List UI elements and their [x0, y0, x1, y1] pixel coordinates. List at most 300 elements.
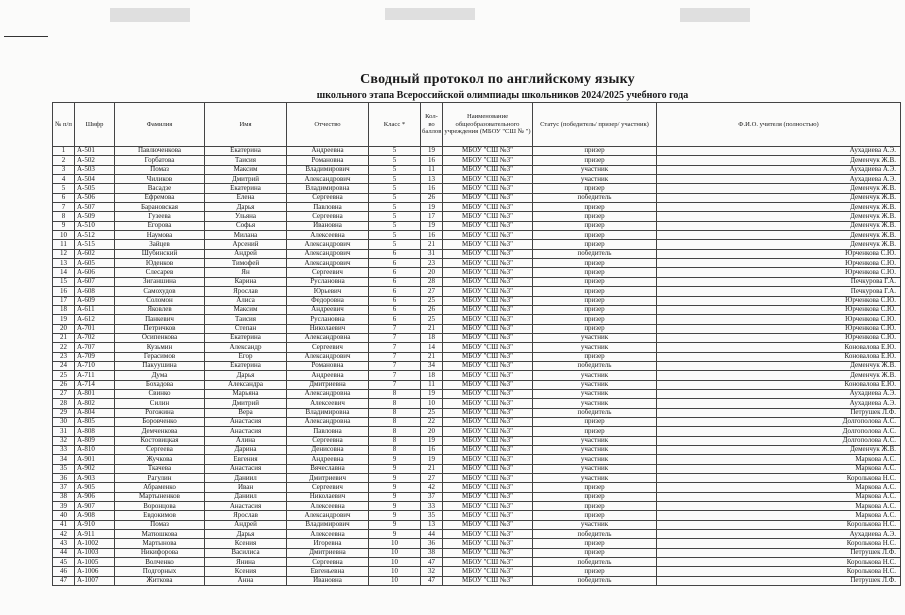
cell-patronymic: Александровна	[287, 389, 369, 398]
cell-teacher: Коновалова Е.Ю.	[657, 343, 901, 352]
cell-score: 10	[421, 399, 443, 408]
cell-score: 27	[421, 474, 443, 483]
cell-class: 6	[369, 287, 421, 296]
cell-number: 12	[53, 249, 75, 258]
cell-class: 6	[369, 277, 421, 286]
cell-class: 7	[369, 380, 421, 389]
table-row	[53, 315, 901, 324]
cell-school: МБОУ "СШ №3"	[443, 240, 533, 249]
cell-teacher: Юрченкова С.Ю.	[657, 296, 901, 305]
cell-status: участник	[533, 436, 657, 445]
cell-code: А-507	[75, 203, 115, 212]
cell-surname: Самохудов	[115, 287, 205, 296]
cell-teacher: Аухадиева А.Э.	[657, 165, 901, 174]
table-row	[53, 175, 901, 184]
cell-teacher: Маркова А.С.	[657, 464, 901, 473]
cell-teacher: Деменчук Ж.В.	[657, 193, 901, 202]
cell-school: МБОУ "СШ №3"	[443, 474, 533, 483]
cell-surname: Яковлев	[115, 305, 205, 314]
cell-number: 19	[53, 315, 75, 324]
document-subtitle: школьного этапа Всероссийской олимпиады школьников 2024/2025 учебного года	[316, 90, 689, 101]
cell-surname: Барановская	[115, 203, 205, 212]
cell-status: участник	[533, 446, 657, 455]
cell-school: МБОУ "СШ №3"	[443, 277, 533, 286]
table-row	[53, 287, 901, 296]
cell-school: МБОУ "СШ №3"	[443, 446, 533, 455]
cell-name: Даниил	[205, 474, 287, 483]
table-row	[53, 203, 901, 212]
cell-patronymic: Александрович	[287, 352, 369, 361]
cell-school: МБОУ "СШ №3"	[443, 567, 533, 576]
table-row	[53, 221, 901, 230]
cell-number: 1	[53, 147, 75, 156]
cell-number: 38	[53, 492, 75, 501]
table-row	[53, 389, 901, 398]
cell-score: 35	[421, 511, 443, 520]
cell-number: 16	[53, 287, 75, 296]
document-title: Сводный протокол по английскому языку	[360, 72, 635, 87]
cell-school: МБОУ "СШ №3"	[443, 492, 533, 501]
cell-number: 21	[53, 333, 75, 342]
cell-status: призер	[533, 315, 657, 324]
cell-code: А-810	[75, 446, 115, 455]
cell-score: 19	[421, 147, 443, 156]
table-row	[53, 231, 901, 240]
cell-code: А-802	[75, 399, 115, 408]
table-row	[53, 277, 901, 286]
table-row	[53, 530, 901, 539]
cell-teacher: Юрченкова С.Ю.	[657, 333, 901, 342]
cell-score: 19	[421, 389, 443, 398]
cell-class: 6	[369, 315, 421, 324]
cell-class: 10	[369, 576, 421, 585]
cell-teacher: Деменчук Ж.В.	[657, 240, 901, 249]
cell-teacher: Долгополова А.С.	[657, 427, 901, 436]
cell-name: Даниил	[205, 492, 287, 501]
cell-code: А-709	[75, 352, 115, 361]
cell-score: 19	[421, 455, 443, 464]
cell-number: 32	[53, 436, 75, 445]
cell-code: А-809	[75, 436, 115, 445]
cell-class: 9	[369, 464, 421, 473]
cell-number: 15	[53, 277, 75, 286]
cell-status: призер	[533, 287, 657, 296]
cell-class: 6	[369, 259, 421, 268]
cell-teacher: Деменчук Ж.В.	[657, 203, 901, 212]
cell-patronymic: Алексеевна	[287, 231, 369, 240]
table-row	[53, 184, 901, 193]
cell-class: 9	[369, 483, 421, 492]
cell-surname: Абраменко	[115, 483, 205, 492]
cell-code: А-505	[75, 184, 115, 193]
cell-status: победитель	[533, 361, 657, 370]
cell-code: А-901	[75, 455, 115, 464]
cell-teacher: Деменчук Ж.В.	[657, 371, 901, 380]
cell-score: 18	[421, 371, 443, 380]
cell-number: 29	[53, 408, 75, 417]
table-row	[53, 165, 901, 174]
cell-surname: Наумова	[115, 231, 205, 240]
cell-teacher: Аухадиева А.Э.	[657, 147, 901, 156]
cell-teacher: Маркова А.С.	[657, 492, 901, 501]
table-row	[53, 240, 901, 249]
table-row	[53, 352, 901, 361]
cell-teacher: Деменчук Ж.В.	[657, 184, 901, 193]
cell-school: МБОУ "СШ №3"	[443, 558, 533, 567]
cell-school: МБОУ "СШ №3"	[443, 408, 533, 417]
cell-status: призер	[533, 324, 657, 333]
cell-name: Милана	[205, 231, 287, 240]
cell-number: 42	[53, 530, 75, 539]
cell-surname: Жучкова	[115, 455, 205, 464]
cell-name: Анна	[205, 576, 287, 585]
cell-class: 9	[369, 455, 421, 464]
cell-score: 28	[421, 277, 443, 286]
cell-teacher: Петрушек Л.Ф.	[657, 576, 901, 585]
cell-teacher: Аухадиева А.Э.	[657, 389, 901, 398]
cell-surname: Горбатова	[115, 156, 205, 165]
cell-score: 25	[421, 315, 443, 324]
cell-surname: Кузьмин	[115, 343, 205, 352]
cell-surname: Петричков	[115, 324, 205, 333]
table-row	[53, 502, 901, 511]
cell-score: 13	[421, 175, 443, 184]
cell-name: Елена	[205, 193, 287, 202]
cell-school: МБОУ "СШ №3"	[443, 539, 533, 548]
table-row	[53, 408, 901, 417]
cell-surname: Соломон	[115, 296, 205, 305]
cell-teacher: Печкурова Г.А.	[657, 287, 901, 296]
cell-number: 46	[53, 567, 75, 576]
cell-score: 25	[421, 408, 443, 417]
cell-score: 26	[421, 305, 443, 314]
cell-surname: Помаз	[115, 165, 205, 174]
cell-patronymic: Ивановна	[287, 576, 369, 585]
cell-number: 8	[53, 212, 75, 221]
cell-name: Максим	[205, 305, 287, 314]
cell-patronymic: Сергеевич	[287, 343, 369, 352]
pen-mark	[4, 36, 48, 37]
table-row	[53, 343, 901, 352]
cell-patronymic: Юрьевич	[287, 287, 369, 296]
cell-name: Таисия	[205, 315, 287, 324]
cell-school: МБОУ "СШ №3"	[443, 193, 533, 202]
cell-school: МБОУ "СШ №3"	[443, 361, 533, 370]
cell-class: 5	[369, 231, 421, 240]
cell-status: призер	[533, 231, 657, 240]
scan-artifact-left	[110, 8, 190, 22]
cell-teacher: Королькова Н.С.	[657, 474, 901, 483]
cell-name: Вера	[205, 408, 287, 417]
cell-patronymic: Федоровна	[287, 296, 369, 305]
table-row	[53, 305, 901, 314]
cell-surname: Демченкова	[115, 427, 205, 436]
cell-status: призер	[533, 259, 657, 268]
cell-school: МБОУ "СШ №3"	[443, 212, 533, 221]
cell-status: призер	[533, 492, 657, 501]
cell-status: участник	[533, 343, 657, 352]
cell-surname: Свинко	[115, 389, 205, 398]
cell-patronymic: Андреевич	[287, 305, 369, 314]
cell-school: МБОУ "СШ №3"	[443, 417, 533, 426]
cell-code: А-510	[75, 221, 115, 230]
cell-score: 38	[421, 548, 443, 557]
cell-code: А-903	[75, 474, 115, 483]
cell-number: 5	[53, 184, 75, 193]
cell-number: 36	[53, 474, 75, 483]
cell-status: призер	[533, 203, 657, 212]
table-row	[53, 417, 901, 426]
cell-school: МБОУ "СШ №3"	[443, 259, 533, 268]
cell-score: 27	[421, 287, 443, 296]
table-body	[53, 147, 901, 586]
cell-number: 18	[53, 305, 75, 314]
cell-status: призер	[533, 427, 657, 436]
cell-status: призер	[533, 502, 657, 511]
cell-code: А-711	[75, 371, 115, 380]
cell-class: 9	[369, 474, 421, 483]
cell-teacher: Маркова А.С.	[657, 455, 901, 464]
cell-patronymic: Евгеньевна	[287, 567, 369, 576]
cell-surname: Матюшкова	[115, 530, 205, 539]
cell-school: МБОУ "СШ №3"	[443, 389, 533, 398]
header-teacher: Ф.И.О. учителя (полностью)	[657, 103, 901, 147]
cell-teacher: Деменчук Ж.В.	[657, 156, 901, 165]
cell-status: призер	[533, 268, 657, 277]
table-row	[53, 539, 901, 548]
cell-surname: Боровченко	[115, 417, 205, 426]
cell-score: 13	[421, 520, 443, 529]
cell-teacher: Коновалова Е.Ю.	[657, 380, 901, 389]
cell-patronymic: Андреевна	[287, 455, 369, 464]
cell-patronymic: Денисовна	[287, 446, 369, 455]
cell-teacher: Печкурова Г.А.	[657, 277, 901, 286]
cell-school: МБОУ "СШ №3"	[443, 324, 533, 333]
cell-score: 16	[421, 231, 443, 240]
cell-number: 11	[53, 240, 75, 249]
cell-status: призер	[533, 156, 657, 165]
cell-teacher: Коновалова Е.Ю.	[657, 352, 901, 361]
cell-patronymic: Сергеевна	[287, 436, 369, 445]
table-row	[53, 324, 901, 333]
cell-surname: Панкевич	[115, 315, 205, 324]
cell-number: 9	[53, 221, 75, 230]
cell-code: А-602	[75, 249, 115, 258]
cell-school: МБОУ "СШ №3"	[443, 464, 533, 473]
cell-patronymic: Владимировна	[287, 184, 369, 193]
cell-code: А-608	[75, 287, 115, 296]
table-row	[53, 361, 901, 370]
header-score: Кол-во баллов	[421, 103, 443, 147]
cell-patronymic: Александрович	[287, 249, 369, 258]
cell-code: А-910	[75, 520, 115, 529]
cell-score: 19	[421, 221, 443, 230]
cell-patronymic: Николаевич	[287, 324, 369, 333]
cell-school: МБОУ "СШ №3"	[443, 231, 533, 240]
cell-patronymic: Владимировна	[287, 408, 369, 417]
cell-patronymic: Алексеевна	[287, 502, 369, 511]
cell-code: А-804	[75, 408, 115, 417]
cell-name: Карина	[205, 277, 287, 286]
cell-class: 6	[369, 305, 421, 314]
table-row	[53, 576, 901, 585]
cell-surname: Сергеева	[115, 446, 205, 455]
cell-code: А-605	[75, 259, 115, 268]
cell-school: МБОУ "СШ №3"	[443, 511, 533, 520]
cell-teacher: Петрушек Л.Ф.	[657, 548, 901, 557]
cell-teacher: Маркова А.С.	[657, 511, 901, 520]
cell-class: 8	[369, 427, 421, 436]
header-class: Класс *	[369, 103, 421, 147]
cell-number: 34	[53, 455, 75, 464]
cell-score: 33	[421, 502, 443, 511]
cell-teacher: Королькова Н.С.	[657, 567, 901, 576]
table-row	[53, 380, 901, 389]
cell-name: Анастасия	[205, 464, 287, 473]
cell-patronymic: Андреевна	[287, 371, 369, 380]
cell-status: победитель	[533, 408, 657, 417]
cell-score: 47	[421, 558, 443, 567]
table-row	[53, 268, 901, 277]
cell-surname: Зайцев	[115, 240, 205, 249]
cell-number: 4	[53, 175, 75, 184]
cell-class: 10	[369, 539, 421, 548]
table-row	[53, 427, 901, 436]
cell-code: А-503	[75, 165, 115, 174]
cell-patronymic: Александрович	[287, 175, 369, 184]
cell-name: Дмитрий	[205, 399, 287, 408]
cell-class: 10	[369, 567, 421, 576]
cell-teacher: Юрченкова С.Ю.	[657, 268, 901, 277]
cell-score: 47	[421, 576, 443, 585]
cell-code: А-509	[75, 212, 115, 221]
cell-code: А-808	[75, 427, 115, 436]
cell-class: 10	[369, 558, 421, 567]
cell-code: А-1006	[75, 567, 115, 576]
cell-school: МБОУ "СШ №3"	[443, 399, 533, 408]
cell-name: Максим	[205, 165, 287, 174]
cell-status: участник	[533, 389, 657, 398]
cell-status: участник	[533, 399, 657, 408]
cell-surname: Гузеева	[115, 212, 205, 221]
cell-patronymic: Сергеевна	[287, 212, 369, 221]
cell-status: участник	[533, 380, 657, 389]
cell-patronymic: Павловна	[287, 427, 369, 436]
cell-surname: Волченко	[115, 558, 205, 567]
cell-patronymic: Николаевич	[287, 492, 369, 501]
cell-status: участник	[533, 165, 657, 174]
cell-class: 8	[369, 389, 421, 398]
cell-patronymic: Романовна	[287, 156, 369, 165]
cell-number: 35	[53, 464, 75, 473]
cell-teacher: Деменчук Ж.В.	[657, 361, 901, 370]
table-row	[53, 455, 901, 464]
cell-teacher: Аухадиева А.Э.	[657, 399, 901, 408]
cell-score: 19	[421, 436, 443, 445]
cell-class: 6	[369, 249, 421, 258]
cell-code: А-611	[75, 305, 115, 314]
cell-teacher: Юрченкова С.Ю.	[657, 315, 901, 324]
cell-name: Таисия	[205, 156, 287, 165]
cell-name: Тимофей	[205, 259, 287, 268]
cell-score: 42	[421, 483, 443, 492]
header-school: Наименование общеобразовательного учреждения (МБОУ "СШ № ")	[443, 103, 533, 147]
cell-class: 5	[369, 193, 421, 202]
cell-class: 6	[369, 296, 421, 305]
cell-surname: Никифорова	[115, 548, 205, 557]
cell-number: 41	[53, 520, 75, 529]
cell-code: А-805	[75, 417, 115, 426]
cell-number: 3	[53, 165, 75, 174]
cell-surname: Помаз	[115, 520, 205, 529]
cell-status: призер	[533, 212, 657, 221]
table-header-row	[53, 103, 901, 147]
cell-number: 43	[53, 539, 75, 548]
cell-score: 19	[421, 203, 443, 212]
cell-patronymic: Сергеевна	[287, 193, 369, 202]
cell-surname: Чиликов	[115, 175, 205, 184]
cell-teacher: Королькова Н.С.	[657, 558, 901, 567]
cell-patronymic: Александрович	[287, 259, 369, 268]
cell-code: А-1002	[75, 539, 115, 548]
cell-patronymic: Дмитриевна	[287, 380, 369, 389]
cell-status: участник	[533, 333, 657, 342]
cell-class: 8	[369, 408, 421, 417]
cell-teacher: Аухадиева А.Э.	[657, 175, 901, 184]
cell-code: А-1003	[75, 548, 115, 557]
cell-score: 11	[421, 165, 443, 174]
cell-class: 5	[369, 147, 421, 156]
cell-code: А-515	[75, 240, 115, 249]
cell-school: МБОУ "СШ №3"	[443, 296, 533, 305]
cell-number: 25	[53, 371, 75, 380]
cell-status: победитель	[533, 576, 657, 585]
cell-score: 21	[421, 352, 443, 361]
cell-patronymic: Александровна	[287, 417, 369, 426]
cell-teacher: Королькова Н.С.	[657, 539, 901, 548]
table-row	[53, 436, 901, 445]
cell-name: Арсений	[205, 240, 287, 249]
cell-name: Дарья	[205, 203, 287, 212]
cell-patronymic: Руслановна	[287, 277, 369, 286]
cell-school: МБОУ "СШ №3"	[443, 380, 533, 389]
table-row	[53, 567, 901, 576]
cell-patronymic: Руслановна	[287, 315, 369, 324]
cell-class: 7	[369, 324, 421, 333]
cell-status: участник	[533, 371, 657, 380]
cell-school: МБОУ "СШ №3"	[443, 371, 533, 380]
cell-school: МБОУ "СШ №3"	[443, 287, 533, 296]
header-name: Имя	[205, 103, 287, 147]
cell-code: А-1005	[75, 558, 115, 567]
cell-name: Евгения	[205, 455, 287, 464]
cell-name: Степан	[205, 324, 287, 333]
cell-number: 28	[53, 399, 75, 408]
cell-number: 31	[53, 427, 75, 436]
cell-code: А-501	[75, 147, 115, 156]
cell-surname: Рогожина	[115, 408, 205, 417]
cell-patronymic: Алексеевна	[287, 530, 369, 539]
cell-number: 6	[53, 193, 75, 202]
cell-number: 47	[53, 576, 75, 585]
cell-surname: Костовицкая	[115, 436, 205, 445]
cell-patronymic: Павловна	[287, 203, 369, 212]
cell-school: МБОУ "СШ №3"	[443, 268, 533, 277]
cell-name: Екатерина	[205, 184, 287, 193]
cell-status: победитель	[533, 530, 657, 539]
table-row	[53, 464, 901, 473]
cell-surname: Зиганшина	[115, 277, 205, 286]
